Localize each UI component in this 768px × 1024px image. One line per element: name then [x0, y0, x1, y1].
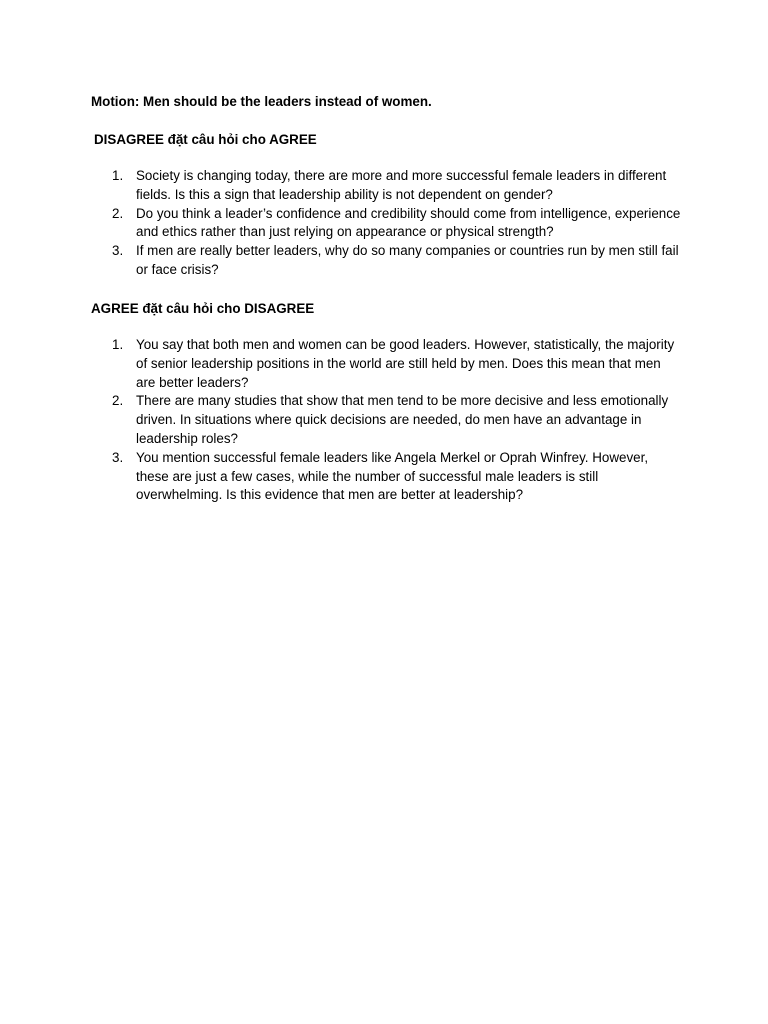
list-item-number: 1. [112, 168, 124, 183]
list-item [112, 392, 681, 448]
list-item-number: 2. [112, 393, 124, 409]
list-item [112, 242, 681, 280]
list-item [112, 167, 681, 205]
list-item-text: Society is changing today, there are more and more successful female leaders in different fields. Is this a sign that leadership ability is not dependent on gender? [136, 168, 667, 202]
question-list-disagree [112, 167, 681, 280]
list-item [112, 336, 681, 392]
list-item-text: Do you think a leader’s confidence and credibility should come from intelligence, experience and ethics rather than just relying on appearance or physical strength? [136, 205, 681, 240]
list-item-text: If men are really better leaders, why do so many companies or countries run by men still fail or face crisis? [136, 243, 679, 277]
question-list-agree [112, 336, 681, 505]
motion-title: Motion: Men should be the leaders instead of women. [91, 94, 432, 109]
list-item-text: You mention successful female leaders like Angela Merkel or Oprah Winfrey. However, these are just a few cases, while the number of successful male leaders is still overwhelming. Is this evidence that men are better at leadership? [136, 449, 649, 503]
section-heading-agree: AGREE đặt câu hỏi cho DISAGREE [91, 301, 315, 316]
list-item-number: 2. [112, 205, 124, 221]
list-item [112, 205, 681, 243]
list-item-number: 3. [112, 449, 124, 465]
list-item-text: You say that both men and women can be good leaders. However, statistically, the majority of senior leadership positions in the world are still held by men. Does this mean that men are better leaders? [136, 337, 675, 390]
list-item-text: There are many studies that show that men tend to be more decisive and less emotionally driven. In situations where quick decisions are needed, do men have an advantage in leadership roles? [136, 393, 669, 446]
list-item [112, 449, 681, 505]
section-heading-disagree: DISAGREE đặt câu hỏi cho AGREE [94, 132, 317, 147]
list-item-number: 1. [112, 337, 124, 352]
list-item-number: 3. [112, 243, 124, 259]
